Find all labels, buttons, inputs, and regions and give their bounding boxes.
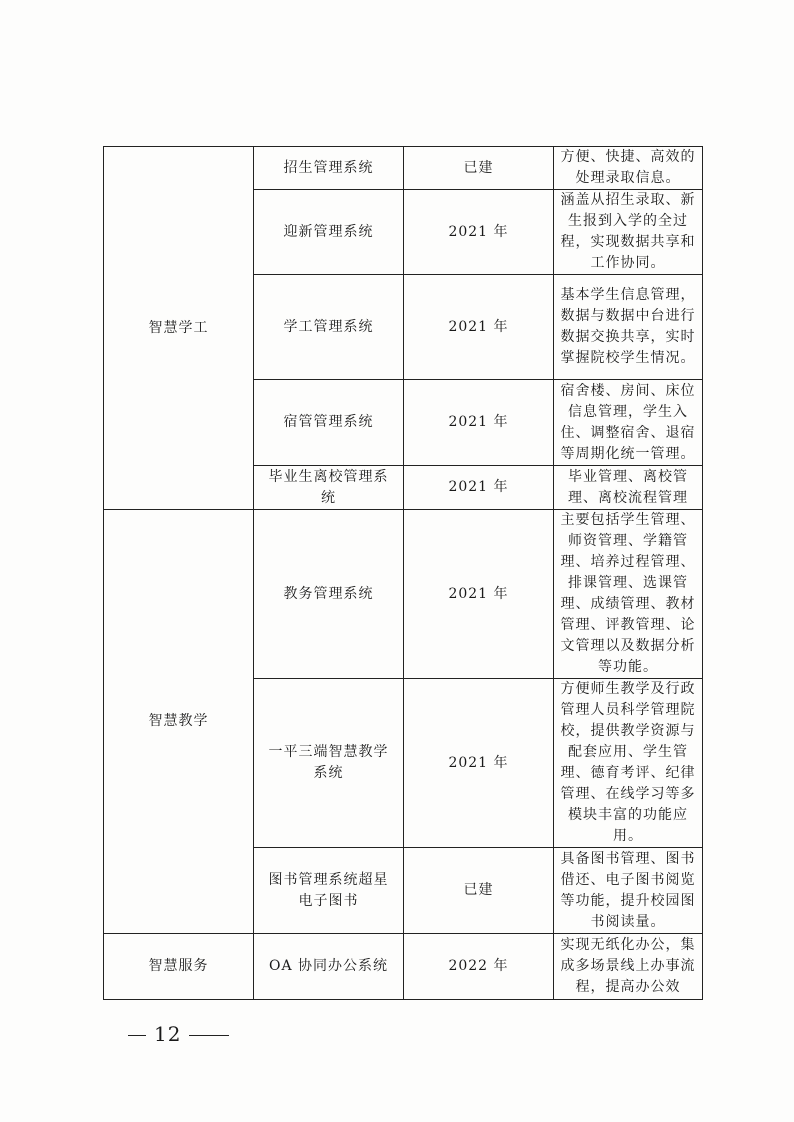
build-time-cell: 已建 — [404, 147, 554, 190]
system-table — [103, 146, 703, 1000]
dash-left — [128, 1035, 146, 1037]
category-cell: 智慧学工 — [104, 147, 254, 510]
description-cell: 方便、快捷、高效的处理录取信息。 — [554, 147, 703, 190]
system-name-cell: 迎新管理系统 — [254, 190, 404, 275]
system-name-cell: 一平三端智慧教学系统 — [254, 679, 404, 848]
build-time-cell: 已建 — [404, 848, 554, 934]
description-cell: 宿舍楼、房间、床位信息管理，学生入住、调整宿舍、退宿等周期化统一管理。 — [554, 380, 703, 466]
system-name-cell: 毕业生离校管理系统 — [254, 466, 404, 510]
description-cell: 方便师生教学及行政管理人员科学管理院校，提供教学资源与配套应用、学生管理、德育考评、纪律管理、在线学习等多模块丰富的功能应用。 — [554, 679, 703, 848]
build-time-cell: 2021 年 — [404, 380, 554, 466]
build-time-cell: 2021 年 — [404, 190, 554, 275]
page-number — [128, 1022, 229, 1046]
system-name-cell: 教务管理系统 — [254, 510, 404, 679]
build-time-cell: 2022 年 — [404, 934, 554, 1000]
description-cell: 实现无纸化办公，集成多场景线上办事流程，提高办公效 — [554, 934, 703, 1000]
build-time-cell: 2021 年 — [404, 466, 554, 510]
build-time-cell: 2021 年 — [404, 510, 554, 679]
build-time-cell: 2021 年 — [404, 275, 554, 380]
description-cell: 基本学生信息管理，数据与数据中台进行数据交换共享，实时掌握院校学生情况。 — [554, 275, 703, 380]
page-number-text: 12 — [154, 1022, 182, 1046]
table-row — [104, 934, 703, 1000]
table-row — [104, 510, 703, 679]
system-name-cell: 招生管理系统 — [254, 147, 404, 190]
build-time-cell: 2021 年 — [404, 679, 554, 848]
description-cell: 涵盖从招生录取、新生报到入学的全过程，实现数据共享和工作协同。 — [554, 190, 703, 275]
system-name-cell: 宿管管理系统 — [254, 380, 404, 466]
description-cell: 毕业管理、离校管理、离校流程管理 — [554, 466, 703, 510]
category-cell: 智慧服务 — [104, 934, 254, 1000]
table-row — [104, 147, 703, 190]
category-cell: 智慧教学 — [104, 510, 254, 934]
system-name-cell: 学工管理系统 — [254, 275, 404, 380]
dash-right — [189, 1035, 229, 1037]
system-name-cell: OA 协同办公系统 — [254, 934, 404, 1000]
description-cell: 具备图书管理、图书借还、电子图书阅览等功能，提升校园图书阅读量。 — [554, 848, 703, 934]
description-cell: 主要包括学生管理、师资管理、学籍管理、培养过程管理、排课管理、选课管理、成绩管理、教材管理、评教管理、论文管理以及数据分析等功能。 — [554, 510, 703, 679]
system-name-cell: 图书管理系统超星电子图书 — [254, 848, 404, 934]
